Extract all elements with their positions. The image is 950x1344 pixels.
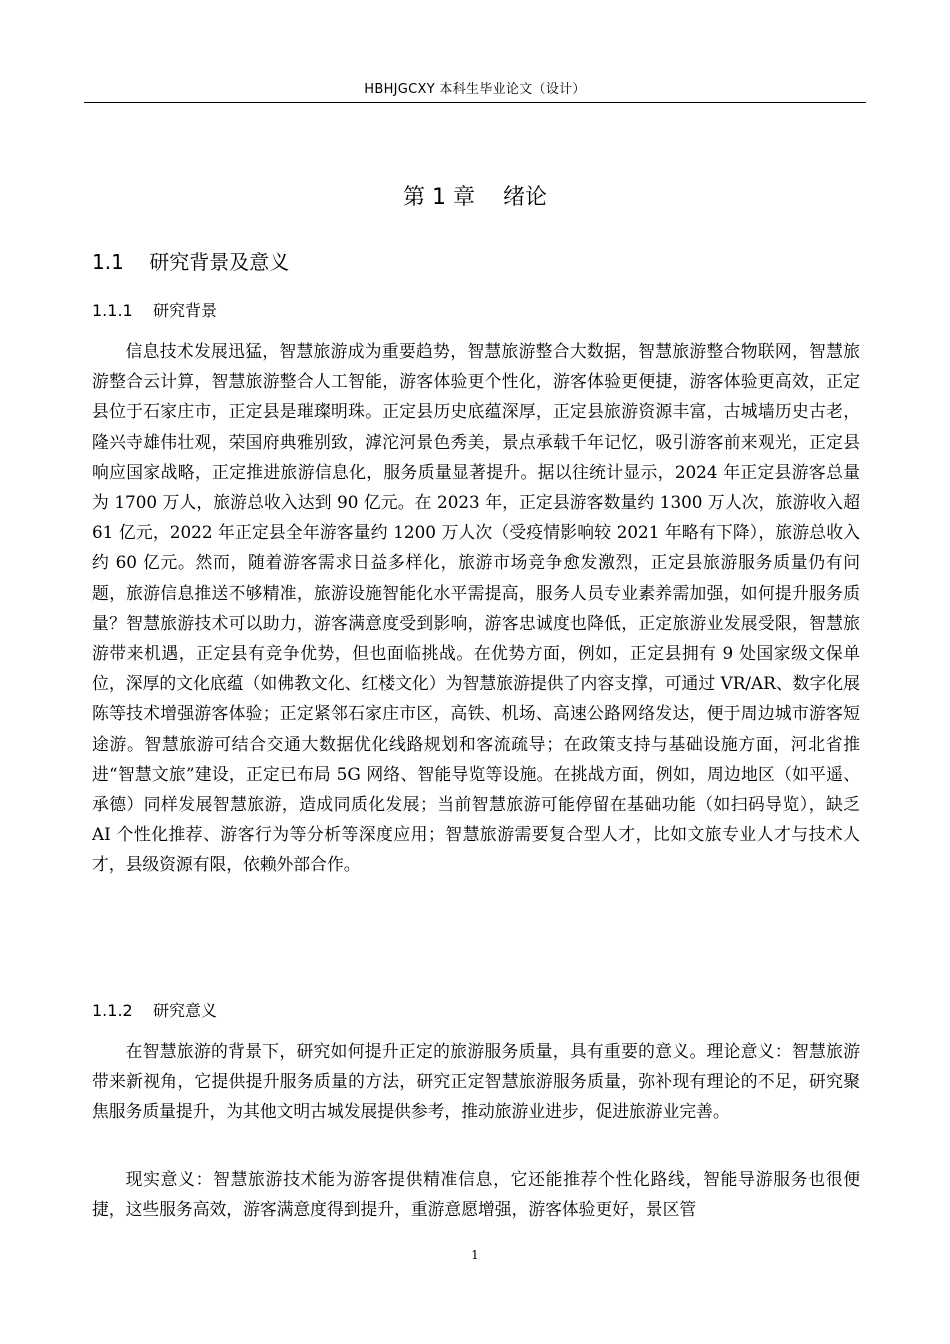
subsection-heading-significance: 1.1.2 研究意义 [92,1001,218,1020]
significance-paragraph-theory: 在智慧旅游的背景下，研究如何提升正定的旅游服务质量，具有重要的意义。理论意义：智慧旅游带来新视角，它提供提升服务质量的方法，研究正定智慧旅游服务质量，弥补现有理论的不足，研究聚焦服务质量提升，为其他文明古城发展提供参考，推动旅游业进步，促进旅游业完善。 [92,1041,860,1122]
chapter-title: 第 1 章 绪论 [403,185,547,210]
subsection-heading-background: 1.1.1 研究背景 [92,301,218,320]
section-heading: 1.1 研究背景及意义 [92,250,290,274]
page-number: 1 [471,1248,479,1262]
header-rule [84,102,866,103]
significance-paragraph-practice: 现实意义：智慧旅游技术能为游客提供精准信息，它还能推荐个性化路线，智能导游服务也很便捷，这些服务高效，游客满意度得到提升，重游意愿增强，游客体验更好，景区管 [92,1169,860,1220]
running-header: HBHJGCXY 本科生毕业论文（设计） [364,82,586,97]
background-paragraph: 信息技术发展迅猛，智慧旅游成为重要趋势，智慧旅游整合大数据，智慧旅游整合物联网，智慧旅游整合云计算，智慧旅游整合人工智能，游客体验更个性化，游客体验更便捷，游客体验更高效，正定县位于石家庄市，正定县是璀璨明珠。正定县历史底蕴深厚，正定县旅游资源丰富，古城墙历史古老，隆兴寺雄伟壮观，荣国府典雅别致，滹沱河景色秀美，景点承载千年记忆，吸引游客前来观光，正定县响应国家战略，正定推进旅游信息化，服务质量显著提升。据以往统计显示，2024 年正定县游客总量为 1700 万人，旅游总收入达到 90 亿元。在 2023 年，正定县游客数量约 1300 万人次，旅游收入超 61 亿元，2022 年正定县全年游客量约 1200 万人次（受疫情影响较 2021 年略有下降），旅游总收入约 60 亿元。然而，随着游客需求日益多样化，旅游市场竞争愈发激烈，正定县旅游服务质量仍有问题，旅游信息推送不够精准，旅游设施智能化水平需提高，服务人员专业素养需加强，如何提升服务质量？智慧旅游技术可以助力，游客满意度受到影响，游客忠诚度也降低，正定旅游业发展受限，智慧旅游带来机遇，正定县有竞争优势，但也面临挑战。在优势方面，例如，正定县拥有 9 处国家级文保单位，深厚的文化底蕴（如佛教文化、红楼文化）为智慧旅游提供了内容支撑，可通过 VR/AR、数字化展陈等技术增强游客体验；正定紧邻石家庄市区，高铁、机场、高速公路网络发达，便于周边城市游客短途游。智慧旅游可结合交通大数据优化线路规划和客流疏导；在政策支持与基础设施方面，河北省推进“智慧文旅”建设，正定已布局 5G 网络、智能导览等设施。在挑战方面，例如，周边地区（如平遥、承德）同样发展智慧旅游，造成同质化发展；当前智慧旅游可能停留在基础功能（如扫码导览），缺乏 AI 个性化推荐、游客行为等分析等深度应用；智慧旅游需要复合型人才，比如文旅专业人才与技术人才，县级资源有限，依赖外部合作。 [92,341,860,875]
